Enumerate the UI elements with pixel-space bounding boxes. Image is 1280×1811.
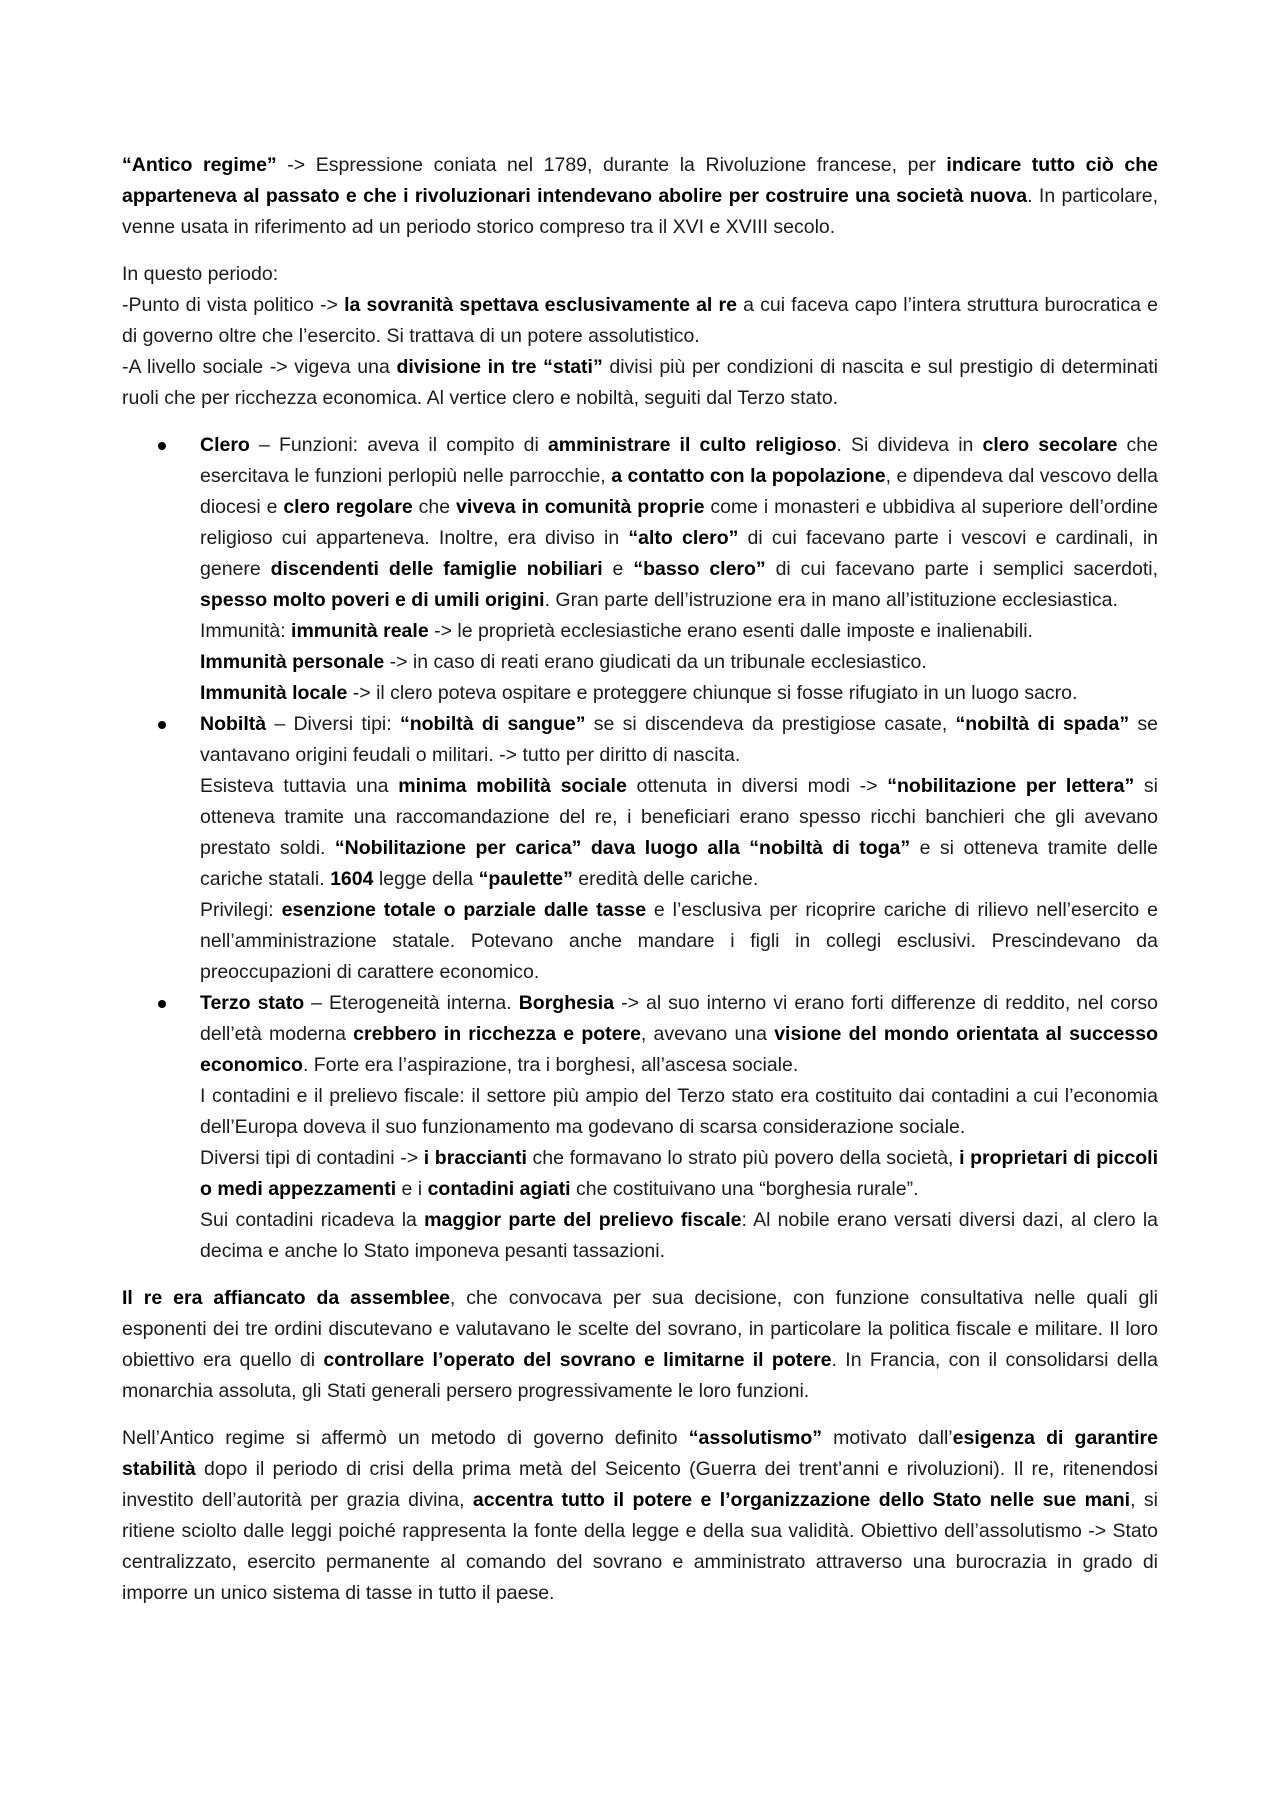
assemblee-paragraph: Il re era affiancato da assemblee, che convocava per sua decisione, con funzione consultativa nelle quali gli esponenti dei tre ordini discutevano e valutavano le scelte del sovrano, in particolare la politica fiscale e militare. Il loro obiettivo era quello di controllare l’operato del sovrano e limitarne il potere. In Francia, con il consolidarsi della monarchia assoluta, gli Stati generali persero progressivamente le loro funzioni.	[122, 1287, 1158, 1402]
period-heading: In questo periodo:	[122, 263, 279, 285]
immunita-personale-line: Immunità personale -> in caso di reati erano giudicati da un tribunale ecclesiastico.	[200, 651, 927, 673]
list-item-clero	[200, 430, 1158, 709]
political-paragraph: -Punto di vista politico -> la sovranità spettava esclusivamente al re a cui faceva capo l’intera struttura burocratica e di governo oltre che l’esercito. Si trattava di un potere assolutistico.	[122, 294, 1158, 347]
prelievo-paragraph: Sui contadini ricadeva la maggior parte del prelievo fiscale: Al nobile erano versati diversi dazi, al clero la decima e anche lo Stato imponeva pesanti tassazioni.	[200, 1209, 1159, 1262]
nobilta-paragraph: Nobiltà – Diversi tipi: “nobiltà di sangue” se si discendeva da prestigiose casate, “nobiltà di spada” se vantavano origini feudali o militari. -> tutto per diritto di nascita.	[200, 713, 1159, 766]
tipi-contadini-paragraph: Diversi tipi di contadini -> i braccianti che formavano lo strato più povero della società, i proprietari di piccoli o medi appezzamenti e i contadini agiati che costituivano una “borghesia rurale”.	[200, 1147, 1158, 1200]
social-paragraph: -A livello sociale -> vigeva una divisione in tre “stati” divisi più per condizioni di nascita e sul prestigio di determinati ruoli che per ricchezza economica. Al vertice clero e nobiltà, seguiti dal Terzo stato.	[122, 356, 1158, 409]
immunita-locale-line: Immunità locale -> il clero poteva ospitare e proteggere chiunque si fosse rifugiato in un luogo sacro.	[200, 682, 1078, 704]
contadini-paragraph: I contadini e il prelievo fiscale: il settore più ampio del Terzo stato era costituito dai contadini a cui l’economia dell’Europa doveva il suo funzionamento ma godevano di scarsa considerazione sociale.	[200, 1085, 1158, 1138]
mobilita-paragraph: Esisteva tuttavia una minima mobilità sociale ottenuta in diversi modi -> “nobilitazione per lettera” si otteneva tramite una raccomandazione del re, i beneficiari erano spesso ricchi banchieri che gli avevano prestato soldi. “Nobilitazione per carica” dava luogo alla “nobiltà di toga” e si otteneva tramite delle cariche statali. 1604 legge della “paulette” eredità delle cariche.	[200, 775, 1159, 890]
document-page	[122, 150, 1158, 1609]
list-item-terzo-stato	[200, 988, 1158, 1267]
assolutismo-paragraph: Nell’Antico regime si affermò un metodo di governo definito “assolutismo” motivato dall’esigenza di garantire stabilità dopo il periodo di crisi della prima metà del Seicento (Guerra dei trent’anni e rivoluzioni). Il re, ritenendosi investito dell’autorità per grazia divina, accentra tutto il potere e l’organizzazione dello Stato nelle sue mani, si ritiene sciolto dalle leggi poiché rappresenta la fonte della legge e della sua validità. Obiettivo dell’assolutismo -> Stato centralizzato, esercito permanente al comando del sovrano e amministrato attraverso una burocrazia in grado di imporre un unico sistema di tasse in tutto il paese.	[122, 1427, 1159, 1604]
privilegi-paragraph: Privilegi: esenzione totale o parziale dalle tasse e l’esclusiva per ricoprire cariche di rilievo nell’esercito e nell’amministrazione statale. Potevano anche mandare i figli in collegi esclusivi. Prescindevano da preoccupazioni di carattere economico.	[200, 899, 1158, 983]
estates-list	[122, 430, 1158, 1267]
intro-paragraph: “Antico regime” -> Espressione coniata nel 1789, durante la Rivoluzione francese, per indicare tutto ciò che apparteneva al passato e che i rivoluzionari intendevano abolire per costruire una società nuova. In particolare, venne usata in riferimento ad un periodo storico compreso tra il XVI e XVIII secolo.	[122, 154, 1158, 238]
clero-paragraph: Clero – Funzioni: aveva il compito di amministrare il culto religioso. Si divideva in clero secolare che esercitava le funzioni perlopiù nelle parrocchie, a contatto con la popolazione, e dipendeva dal vescovo della diocesi e clero regolare che viveva in comunità proprie come i monasteri e ubbidiva al superiore dell’ordine religioso cui apparteneva. Inoltre, era diviso in “alto clero” di cui facevano parte i vescovi e cardinali, in genere discendenti delle famiglie nobiliari e “basso clero” di cui facevano parte i semplici sacerdoti, spesso molto poveri e di umili origini. Gran parte dell’istruzione era in mano all’istituzione ecclesiastica.	[200, 434, 1158, 611]
terzo-paragraph: Terzo stato – Eterogeneità interna. Borghesia -> al suo interno vi erano forti differenze di reddito, nel corso dell’età moderna crebbero in ricchezza e potere, avevano una visione del mondo orientata al successo economico. Forte era l’aspirazione, tra i borghesi, all’ascesa sociale.	[200, 992, 1159, 1076]
list-item-nobilta	[200, 709, 1158, 988]
immunita-reale-line: Immunità: immunità reale -> le proprietà ecclesiastiche erano esenti dalle imposte e inalienabili.	[200, 620, 1033, 642]
